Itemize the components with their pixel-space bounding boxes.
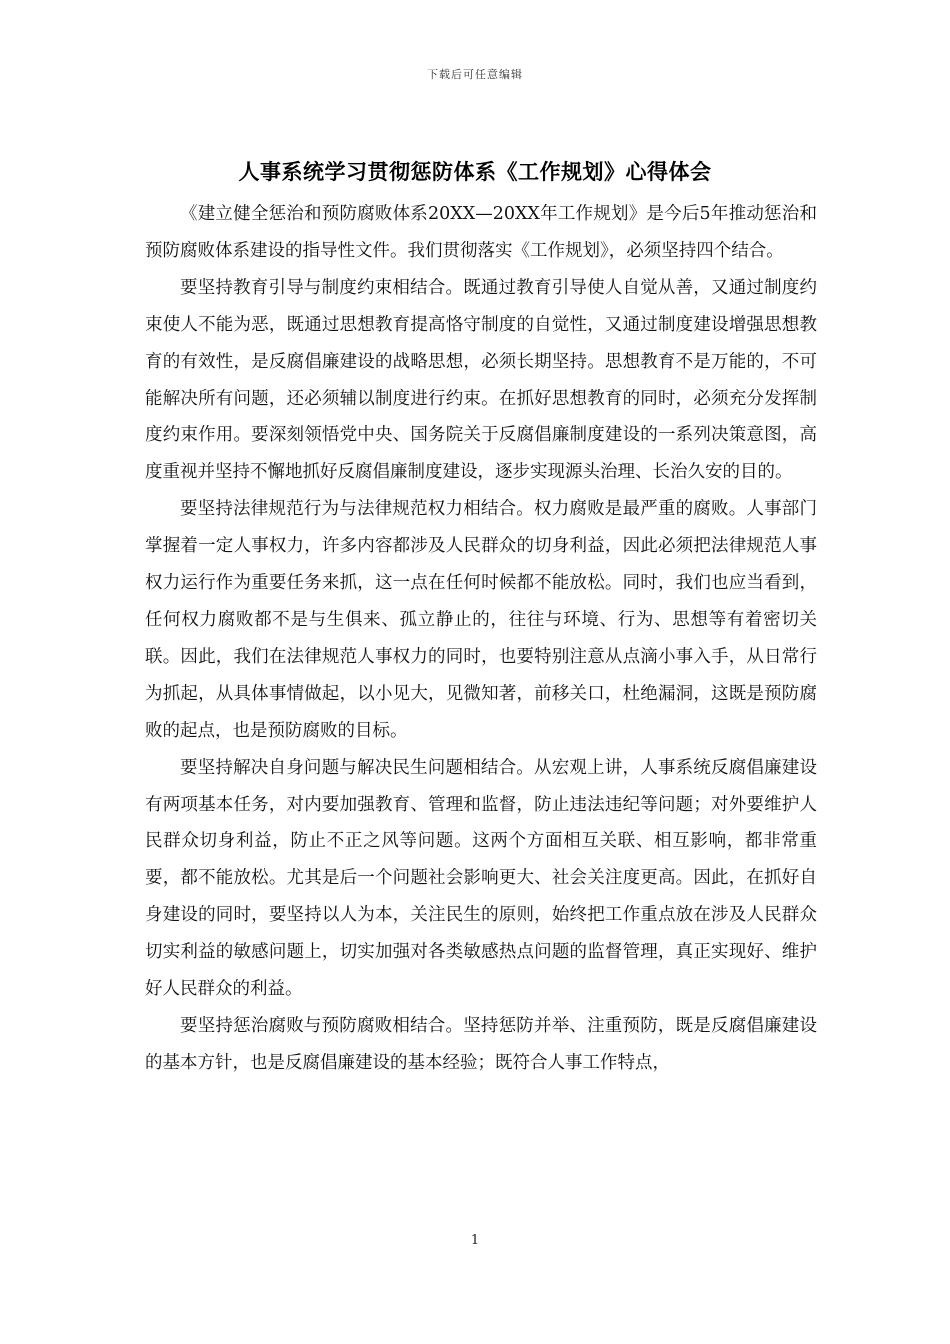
paragraph: 要坚持法律规范行为与法律规范权力相结合。权力腐败是最严重的腐败。人事部门掌握着一定人事权力，许多内容都涉及人民群众的切身利益，因此必须把法律规范人事权力运行作为重要任务来抓，这一点在任何时候都不能放松。同时，我们也应当看到，任何权力腐败都不是与生俱来、孤立静止的，往往与环境、行为、思想等有着密切关联。因此，我们在法律规范人事权力的同时，也要特别注意从点滴小事入手，从日常行为抓起，从具体事情做起，以小见大，见微知著，前移关口，杜绝漏洞，这既是预防腐败的起点，也是预防腐败的目标。	[145, 499, 817, 741]
paragraph: 要坚持解决自身问题与解决民生问题相结合。从宏观上讲，人事系统反腐倡廉建设有两项基本任务，对内要加强教育、管理和监督，防止违法违纪等问题；对外要维护人民群众切身利益，防止不正之风等问题。这两个方面相互关联、相互影响，都非常重要，都不能放松。尤其是后一个问题社会影响更大、社会关注度更高。因此，在抓好自身建设的同时，要坚持以人为本，关注民生的原则，始终把工作重点放在涉及人民群众切实利益的敏感问题上，切实加强对各类敏感热点问题的监督管理，真正实现好、维护好人民群众的利益。	[145, 757, 817, 1000]
document-body	[145, 196, 817, 1082]
header-note: 下载后可任意编辑	[427, 68, 523, 81]
paragraph: 要坚持教育引导与制度约束相结合。既通过教育引导使人自觉从善，又通过制度约束使人不能为恶，既通过思想教育提高恪守制度的自觉性，又通过制度建设增强思想教育的有效性，是反腐倡廉建设的战略思想，必须长期坚持。思想教育不是万能的，不可能解决所有问题，还必须辅以制度进行约束。在抓好思想教育的同时，必须充分发挥制度约束作用。要深刻领悟党中央、国务院关于反腐倡廉制度建设的一系列决策意图，高度重视并坚持不懈地抓好反腐倡廉制度建设，逐步实现源头治理、长治久安的目的。	[145, 277, 817, 483]
paragraph: 要坚持惩治腐败与预防腐败相结合。坚持惩防并举、注重预防，既是反腐倡廉建设的基本方针，也是反腐倡廉建设的基本经验；既符合人事工作特点，	[145, 1015, 817, 1073]
paragraph: 《建立健全惩治和预防腐败体系20XX—20XX年工作规划》是今后5年推动惩治和预防腐败体系建设的指导性文件。我们贯彻落实《工作规划》，必须坚持四个结合。	[145, 204, 817, 261]
page-number: 1	[470, 1233, 480, 1248]
document-title: 人事系统学习贯彻惩防体系《工作规划》心得体会	[238, 159, 712, 184]
